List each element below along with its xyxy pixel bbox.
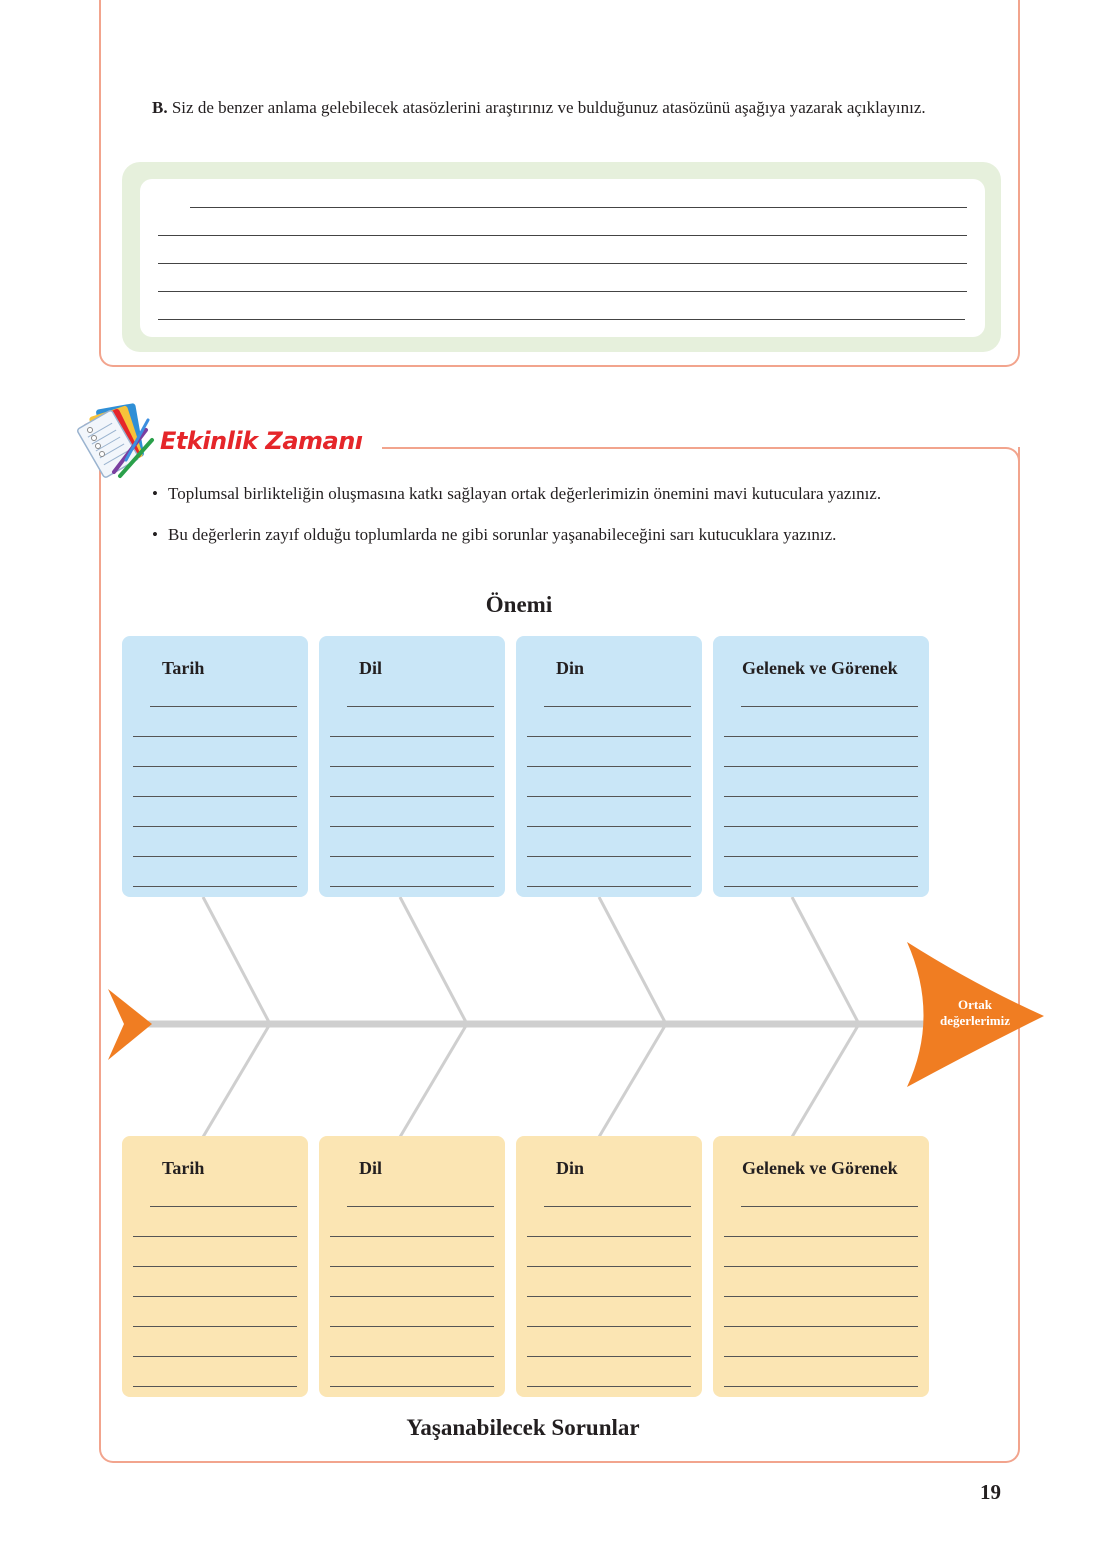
fishbone-bones — [140, 897, 925, 1137]
blue-card-tarih — [122, 636, 308, 897]
card-title: Din — [556, 1158, 585, 1178]
writing-line[interactable] — [724, 1296, 918, 1297]
bone-lower — [792, 1024, 859, 1137]
card-title: Dil — [359, 658, 383, 678]
bullet-text: Bu değerlerin zayıf olduğu toplumlarda ne gibi sorunlar yaşanabileceğini sarı kutucuklara yazınız. — [168, 525, 837, 544]
writing-line[interactable] — [330, 1236, 494, 1237]
writing-line[interactable] — [330, 796, 494, 797]
bottom-heading: Yaşanabilecek Sorunlar — [406, 1415, 640, 1440]
writing-line[interactable] — [527, 1326, 691, 1327]
writing-line[interactable] — [724, 1356, 918, 1357]
writing-line[interactable] — [330, 736, 494, 737]
yellow-card-gelenek — [713, 1136, 929, 1397]
section-b-text: Siz de benzer anlama gelebilecek atasözlerini araştırınız ve bulduğunuz atasözünü aşağıya yazarak açıklayınız. — [171, 98, 926, 117]
writing-line[interactable] — [527, 1356, 691, 1357]
writing-line[interactable] — [133, 826, 297, 827]
writing-line[interactable] — [724, 1236, 918, 1237]
yellow-card-dil — [319, 1136, 505, 1397]
bone-upper — [599, 897, 666, 1024]
bone-upper — [203, 897, 270, 1024]
yellow-card-tarih — [122, 1136, 308, 1397]
card-title: Gelenek ve Görenek — [742, 658, 898, 678]
writing-line[interactable] — [133, 766, 297, 767]
writing-line[interactable] — [527, 766, 691, 767]
writing-line[interactable] — [724, 796, 918, 797]
writing-line[interactable] — [133, 856, 297, 857]
activity-title: Etkinlik Zamanı — [160, 427, 363, 455]
writing-line[interactable] — [133, 1296, 297, 1297]
section-b-label: B. — [152, 98, 168, 117]
writing-line[interactable] — [330, 766, 494, 767]
writing-line[interactable] — [544, 706, 691, 707]
page-number: 19 — [980, 1480, 1001, 1504]
writing-line[interactable] — [724, 766, 918, 767]
arrow-label — [925, 997, 1025, 1029]
bone-lower — [400, 1024, 467, 1137]
arrow-label-line2: değerlerimiz — [939, 1013, 1010, 1028]
blue-card-gelenek — [713, 636, 929, 897]
writing-line[interactable] — [527, 736, 691, 737]
bullet-text: Toplumsal birlikteliğin oluşmasına katkı sağlayan ortak değerlerimizin önemini mavi kutuculara yazınız. — [168, 484, 882, 503]
yellow-card-din — [516, 1136, 702, 1397]
writing-line[interactable] — [724, 736, 918, 737]
writing-line[interactable] — [133, 1386, 297, 1387]
writing-line[interactable] — [150, 706, 297, 707]
writing-line[interactable] — [330, 1326, 494, 1327]
writing-line[interactable] — [527, 1386, 691, 1387]
writing-line[interactable] — [527, 886, 691, 887]
blue-card-dil — [319, 636, 505, 897]
writing-line[interactable] — [133, 1266, 297, 1267]
arrow-label-line1: Ortak — [958, 997, 992, 1012]
writing-line[interactable] — [527, 1266, 691, 1267]
writing-line[interactable] — [527, 826, 691, 827]
writing-line[interactable] — [741, 1206, 918, 1207]
blue-card-din — [516, 636, 702, 897]
writing-line[interactable] — [724, 1266, 918, 1267]
writing-line[interactable] — [330, 856, 494, 857]
writing-line[interactable] — [724, 1386, 918, 1387]
card-title: Din — [556, 658, 585, 678]
writing-line[interactable] — [330, 1386, 494, 1387]
writing-line[interactable] — [724, 856, 918, 857]
bullet-dot: • — [152, 484, 158, 503]
writing-line[interactable] — [347, 1206, 494, 1207]
tail-arrow-icon — [108, 989, 152, 1060]
writing-line[interactable] — [150, 1206, 297, 1207]
writing-line[interactable] — [133, 796, 297, 797]
writing-line[interactable] — [330, 1296, 494, 1297]
writing-line[interactable] — [724, 1326, 918, 1327]
writing-line[interactable] — [741, 706, 918, 707]
bone-lower — [599, 1024, 666, 1137]
writing-line[interactable] — [330, 826, 494, 827]
writing-line[interactable] — [133, 736, 297, 737]
bullet-dot: • — [152, 525, 158, 544]
card-title: Tarih — [162, 1158, 205, 1178]
card-title: Dil — [359, 1158, 383, 1178]
bone-upper — [792, 897, 859, 1024]
writing-line[interactable] — [133, 1356, 297, 1357]
card-title: Gelenek ve Görenek — [742, 1158, 898, 1178]
writing-line[interactable] — [330, 1356, 494, 1357]
bone-lower — [203, 1024, 270, 1137]
writing-line[interactable] — [527, 796, 691, 797]
writing-line[interactable] — [133, 1326, 297, 1327]
writing-line[interactable] — [133, 1236, 297, 1237]
writing-line[interactable] — [527, 1236, 691, 1237]
top-heading: Önemi — [485, 592, 553, 617]
writing-line[interactable] — [133, 886, 297, 887]
writing-line[interactable] — [724, 826, 918, 827]
card-title: Tarih — [162, 658, 205, 678]
bone-upper — [400, 897, 467, 1024]
writing-line[interactable] — [330, 886, 494, 887]
writing-line[interactable] — [347, 706, 494, 707]
writing-line[interactable] — [724, 886, 918, 887]
writing-line[interactable] — [527, 856, 691, 857]
writing-line[interactable] — [330, 1266, 494, 1267]
writing-line[interactable] — [527, 1296, 691, 1297]
writing-line[interactable] — [544, 1206, 691, 1207]
